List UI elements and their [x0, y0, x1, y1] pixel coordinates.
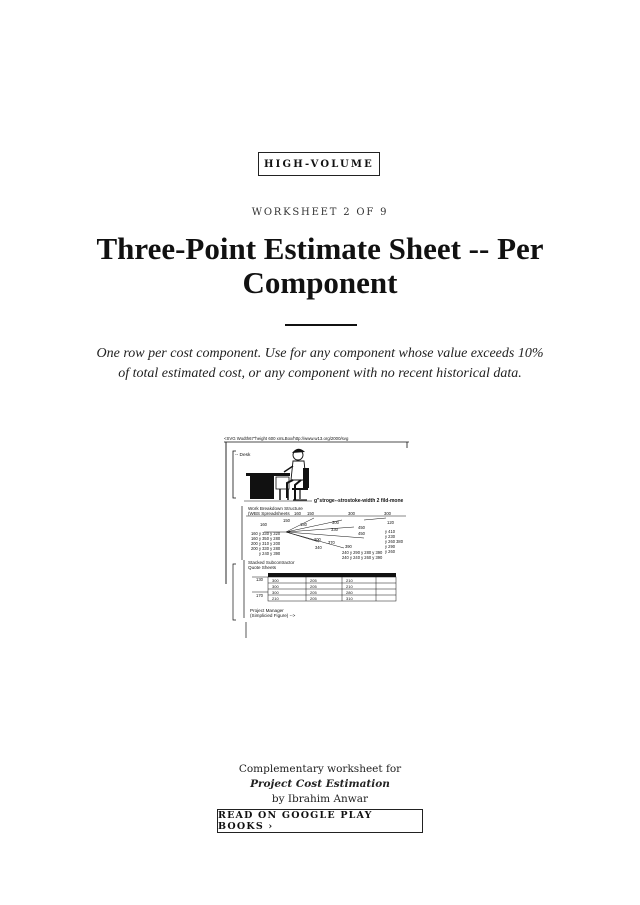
wbs-right-value: y 260 380 — [385, 539, 403, 544]
wbs-right-value: y 410 — [385, 529, 396, 534]
book-author: by Ibrahim Anwar — [271, 793, 369, 805]
wbs-mid-value: 390 — [345, 544, 352, 549]
wbs-mid-value: 200 — [314, 537, 321, 542]
quote-cell: 210 — [346, 584, 353, 589]
quote-cell: 210 — [272, 596, 279, 601]
book-title: Project Cost Estimation — [250, 778, 390, 790]
title-divider — [285, 324, 357, 326]
wbs-right-value: y 230 — [385, 534, 396, 539]
quote-cell: 205 — [310, 584, 317, 589]
illustration-figure — [224, 434, 410, 640]
quote-cell: 205 — [310, 578, 317, 583]
quote-cell: 300 — [272, 578, 279, 583]
wbs-number: 450 — [358, 531, 365, 536]
wbs-number: 180 — [300, 522, 307, 527]
wbs-right-value: y 290 — [385, 544, 396, 549]
page-title: Three-Point Estimate Sheet -- Per Component — [96, 231, 544, 300]
figure-svg — [224, 434, 410, 640]
quote-cell: 280 — [346, 590, 353, 595]
quote-cell: 300 — [272, 584, 279, 589]
quote-cell: 210 — [346, 578, 353, 583]
read-on-google-play-button[interactable]: READ ON GOOGLE PLAY BOOKS › — [217, 809, 423, 833]
footer-credit — [0, 762, 640, 807]
figure-header-text: <SVG Wodth67"height 600 xmLBox/http://www.w13.org/2000/svg — [224, 436, 349, 441]
wbs-bottom-value: 240 y 290 y 280 y 390 — [342, 550, 383, 555]
quote-cell: 310 — [346, 596, 353, 601]
wbs-left-value: y 240 y 390 — [259, 551, 281, 556]
quote-cell: 205 — [310, 590, 317, 595]
quote-row-label: 130 — [256, 577, 263, 582]
pm-label-2: (Simplicied Figure) --> — [250, 613, 296, 618]
quote-row-label: 170 — [256, 593, 263, 598]
quote-label-2: Quote Sheets — [248, 565, 277, 570]
wbs-number: 120 — [387, 520, 394, 525]
quote-cell: 300 — [272, 590, 279, 595]
quote-label-1: Stacked Subcontractor — [248, 560, 295, 565]
wbs-number: 300 — [384, 511, 391, 516]
stroke-label: g"stroge--strostoke-width 2 fild-mone — [314, 498, 404, 504]
wbs-left-value: 160 y 350 y 280 — [251, 536, 281, 541]
wbs-left-value: 200 y 310 y 200 — [251, 541, 281, 546]
wbs-mid-value: 340 — [315, 545, 322, 550]
wbs-number: 330 — [331, 527, 338, 532]
desk-label: -- Desk — [235, 453, 251, 458]
worker-at-desk-illustration — [246, 449, 309, 500]
worksheet-counter: WORKSHEET 2 OF 9 — [251, 207, 389, 218]
category-badge: HIGH-VOLUME — [258, 152, 380, 176]
wbs-number: 150 — [283, 518, 290, 523]
wbs-label-1: Work Breakdown Structure — [248, 506, 303, 511]
wbs-label-2: (WBS Spreadsheets — [248, 511, 290, 516]
wbs-mid-value: 370 — [328, 540, 335, 545]
wbs-number: 300 — [348, 511, 355, 516]
wbs-number: 160 — [294, 511, 301, 516]
wbs-number: 450 — [358, 525, 365, 530]
wbs-number: 150 — [307, 511, 314, 516]
wbs-left-value: 160 y 330 y 320 — [251, 531, 281, 536]
wbs-number: 300 — [332, 520, 339, 525]
wbs-left-value: 200 y 330 y 280 — [251, 546, 281, 551]
wbs-number: 160 — [260, 522, 267, 527]
quote-table-header — [268, 573, 396, 577]
pm-label-1: Project Manager — [250, 608, 284, 613]
quote-cell: 205 — [310, 596, 317, 601]
wbs-bottom-value: 240 y 240 y 260 y 390 — [342, 555, 383, 560]
footer-line: Complementary worksheet for — [238, 763, 402, 775]
description: One row per cost component. Use for any component whose value exceeds 10% of total estimated cost, or any component with no recent historical data. — [96, 346, 544, 381]
wbs-right-value: y 260 — [385, 549, 396, 554]
